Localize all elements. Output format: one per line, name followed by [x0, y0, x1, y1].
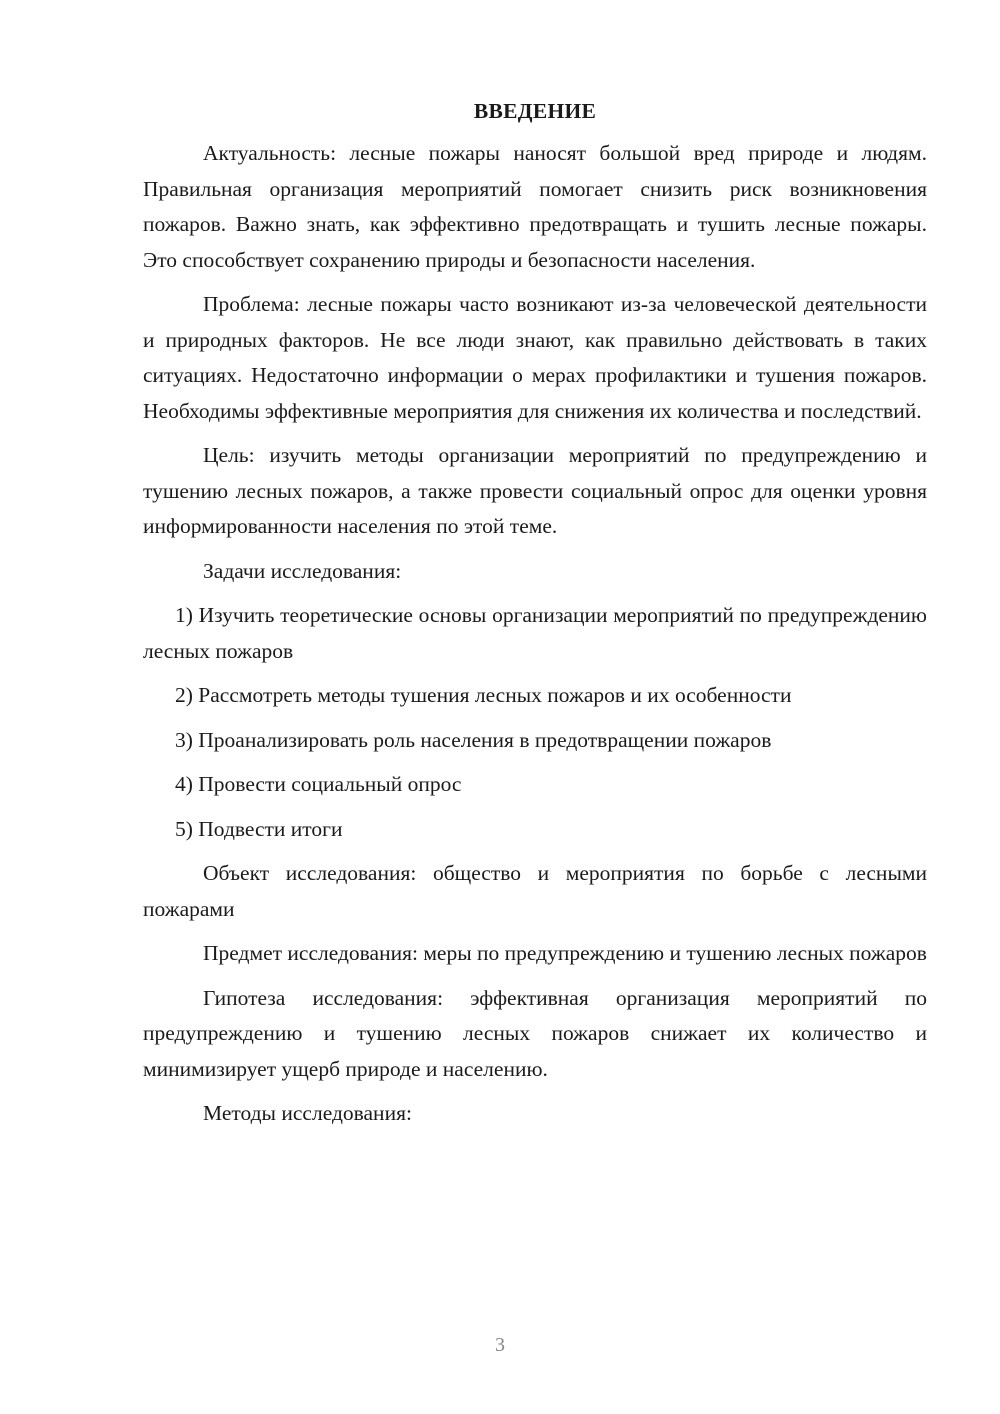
list-item: 3) Проанализировать роль населения в предотвращении пожаров: [175, 727, 772, 752]
paragraph-object: Объект исследования: общество и мероприятия по борьбе с лесными пожарами: [143, 861, 927, 921]
list-item: 4) Провести социальный опрос: [175, 772, 462, 796]
tasks-label: Задачи исследования:: [203, 558, 402, 583]
page-number: 3: [495, 1334, 505, 1356]
methods-label: Методы исследования:: [203, 1101, 412, 1125]
tasks-list: [143, 598, 927, 847]
paragraph-subject: Предмет исследования: меры по предупреждению и тушению лесных пожаров: [203, 941, 927, 965]
list-item: 2) Рассмотреть методы тушения лесных пожаров и их особенности: [175, 683, 792, 707]
document-page: [143, 96, 927, 1141]
page-title: ВВЕДЕНИЕ: [473, 99, 597, 123]
list-item: 5) Подвести итоги: [175, 816, 343, 841]
paragraph-hypothesis: Гипотеза исследования: эффективная организация мероприятий по предупреждению и тушению лесных пожаров снижает их количество и минимизирует ущерб природе и населению.: [143, 985, 927, 1081]
paragraph-problem: Проблема: лесные пожары часто возникают из-за человеческой деятельности и природных факторов. Не все люди знают, как правильно действовать в таких ситуациях. Недостаточно информации о мерах профилактики и тушения пожаров. Необходимы эффективные мероприятия для снижения их количества и последствий.: [143, 292, 927, 423]
paragraph-relevance: Актуальность: лесные пожары наносят большой вред природе и людям. Правильная организация мероприятий помогает снизить риск возникновения пожаров. Важно знать, как эффективно предотвращать и тушить лесные пожары. Это способствует сохранению природы и безопасности населения.: [143, 141, 927, 272]
list-item: 1) Изучить теоретические основы организации мероприятий по предупреждению лесных пожаров: [143, 603, 927, 663]
paragraph-goal: Цель: изучить методы организации мероприятий по предупреждению и тушению лесных пожаров, а также провести социальный опрос для оценки уровня информированности населения по этой теме.: [143, 443, 927, 538]
